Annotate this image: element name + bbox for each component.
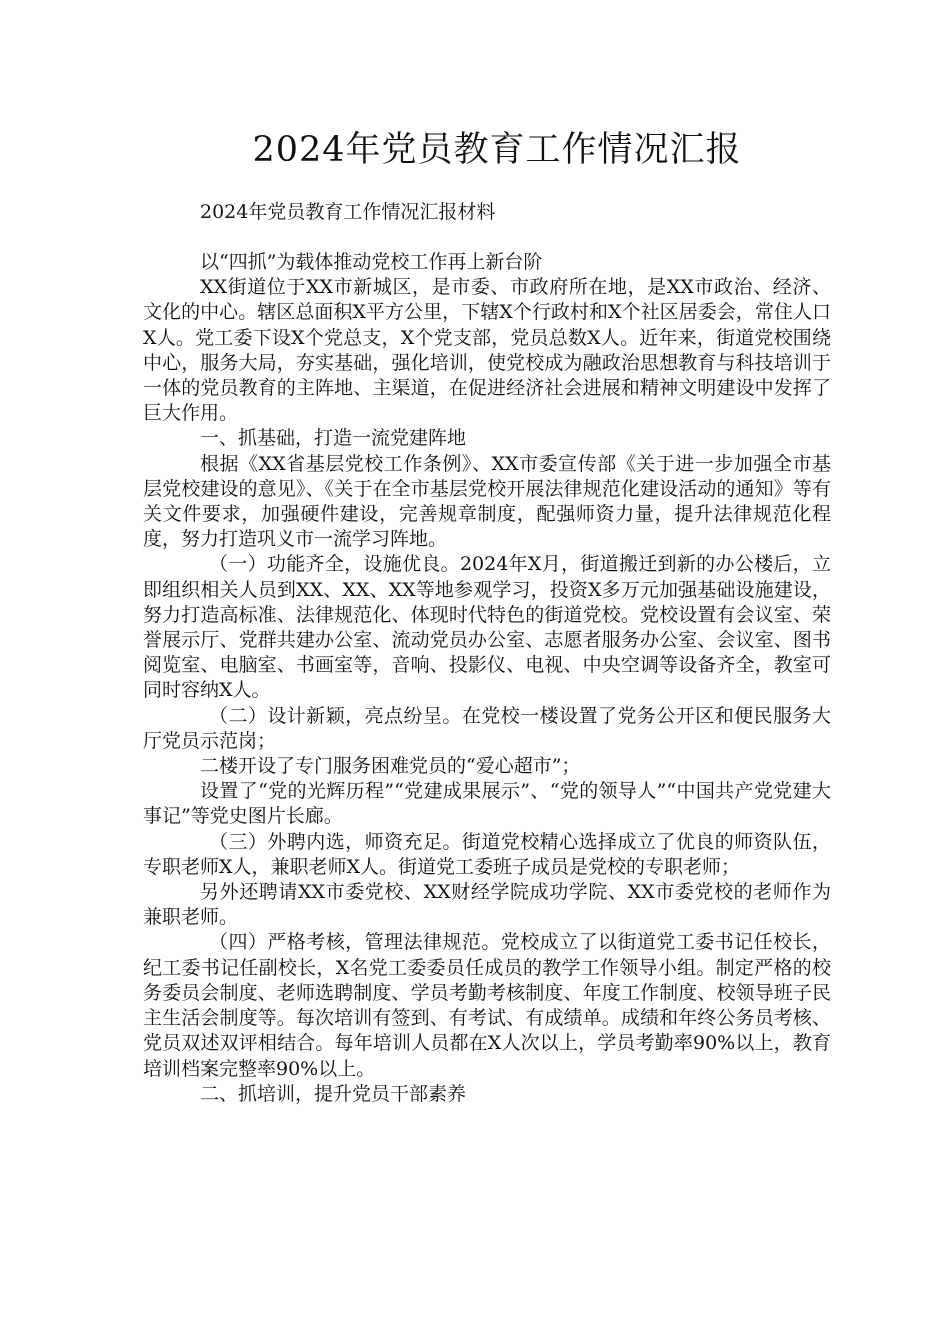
body-paragraph: 设置了“党的光辉历程”“党建成果展示”、“党的领导人”“中国共产党党建大事记”等党史图片长廊。 [143,780,831,828]
section-heading: 一、抓基础，打造一流党建阵地 [200,427,467,450]
section-heading: 以“四抓”为载体推动党校工作再上新台阶 [200,251,543,273]
body-paragraph: （四）严格考核，管理法律规范。党校成立了以街道党工委书记任校长，纪工委书记任副校长，X名党工委委员任成员的教学工作领导小组。制定严格的校务委员会制度、老师选聘制度、学员考勤考核制度、年度工作制度、校领导班子民主生活会制度等。每次培训有签到、有考试、有成绩单。成绩和年终公务员考核、党员双述双评相结合。每年培训人员都在X人次以上，学员考勤率90%以上，教育培训档案完整率90%以上。 [143,931,831,1080]
body-paragraph: （一）功能齐全，设施优良。2024年X月，街道搬迁到新的办公楼后，立即组织相关人员到XX、XX、XX等地参观学习，投资X多万元加强基础设施建设，努力打造高标准、法律规范化、体现时代特色的街道党校。党校设置有会议室、荣誉展示厅、党群共建办公室、流动党员办公室、志愿者服务办公室、会议室、图书阅览室、电脑室、书画室等，音响、投影仪、电视、中央空调等设备齐全，教室可同时容纳X人。 [143,553,831,702]
document-title: 2024年党员教育工作情况汇报 [252,130,742,170]
body-paragraph: （三）外聘内选，师资充足。街道党校精心选择成立了优良的师资队伍，专职老师X人，兼职老师X人。街道党工委班子成员是党校的专职老师； [143,830,831,878]
body-paragraph: 二楼开设了专门服务困难党员的“爱心超市”； [200,755,581,778]
body-paragraph: 根据《XX省基层党校工作条例》、XX市委宣传部《关于进一步加强全市基层党校建设的意见》、《关于在全市基层党校开展法律规范化建设活动的通知》等有关文件要求，加强硬件建设，完善规章制度，配强师资力量，提升法律规范化程度，努力打造巩义市一流学习阵地。 [143,452,831,551]
document-subtitle: 2024年党员教育工作情况汇报材料 [200,201,496,223]
body-paragraph: XX街道位于XX市新城区，是市委、市政府所在地，是XX市政治、经济、文化的中心。辖区总面积X平方公里，下辖X个行政村和X个社区居委会，常住人口X人。党工委下设X个党总支，X个党支部，党员总数X人。近年来，街道党校围绕中心，服务大局，夯实基础，强化培训，使党校成为融政治思想教育与科技培训于一体的党员教育的主阵地、主渠道，在促进经济社会进展和精神文明建设中发挥了巨大作用。 [143,276,831,425]
section-heading: 二、抓培训，提升党员干部素养 [200,1082,467,1105]
body-paragraph: 另外还聘请XX市委党校、XX财经学院成功学院、XX市委党校的老师作为兼职老师。 [143,881,831,929]
document-body [143,250,831,1107]
body-paragraph: （二）设计新颖，亮点纷呈。在党校一楼设置了党务公开区和便民服务大厅党员示范岗； [143,704,831,752]
